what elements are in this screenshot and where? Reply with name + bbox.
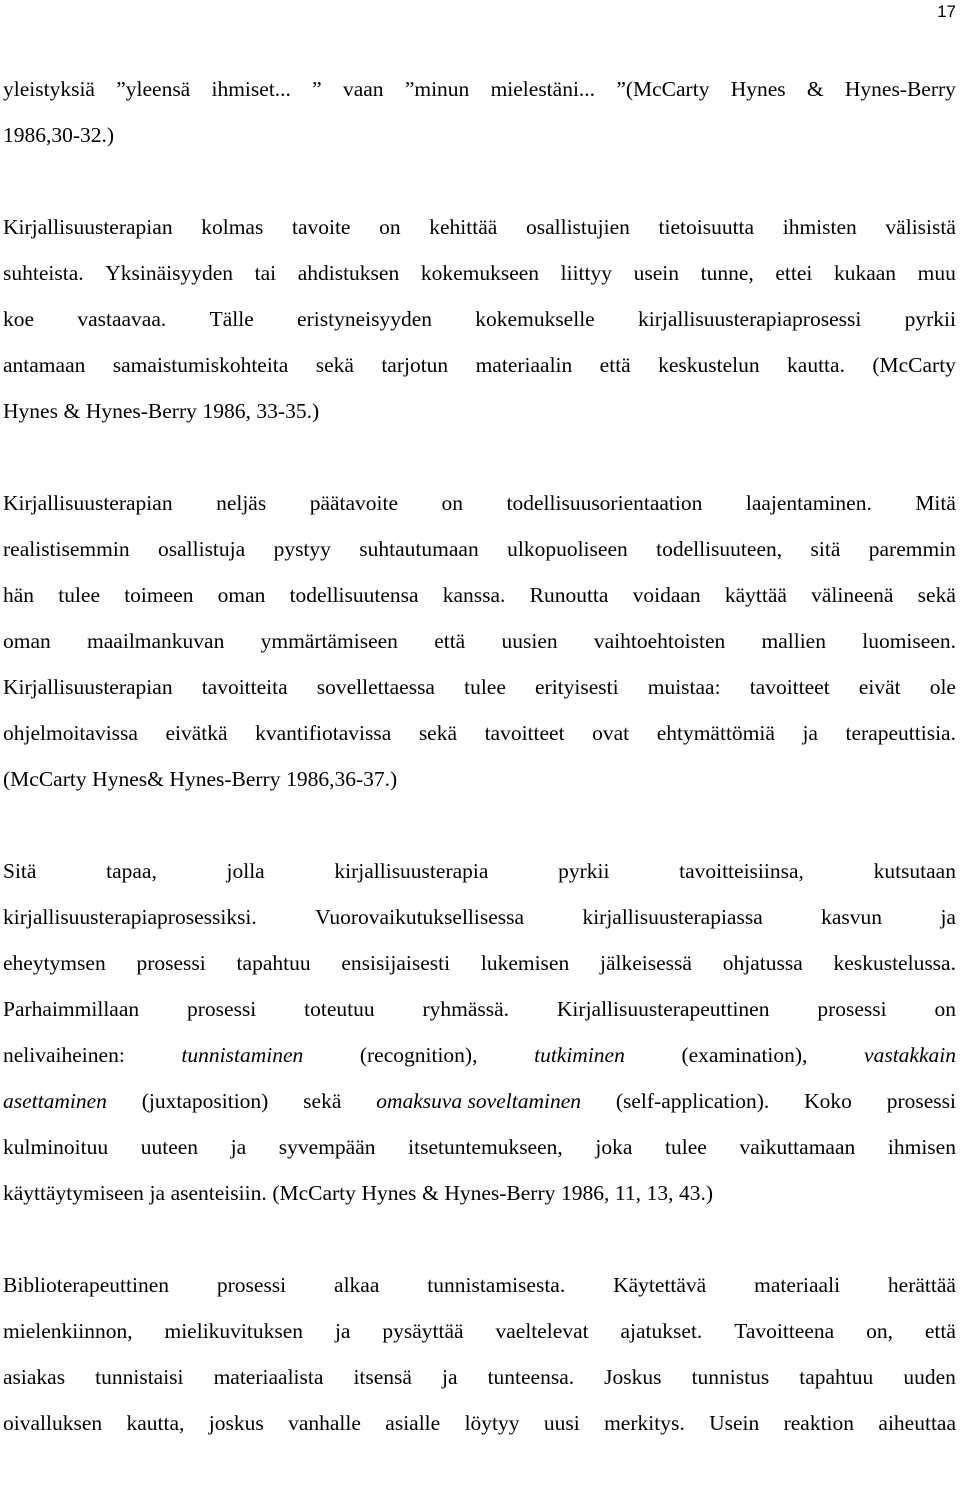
word: on, — [866, 1319, 893, 1343]
word: ja — [442, 1365, 458, 1389]
word: Kirjallisuusterapeuttinen — [556, 997, 770, 1021]
word: osallistujien — [525, 215, 630, 239]
word: Vuorovaikutuksellisessa — [315, 905, 525, 929]
word: joka — [595, 1135, 633, 1159]
word: vaan — [342, 77, 384, 101]
word: 13, — [646, 1181, 674, 1205]
text-line — [3, 526, 956, 572]
word: prosessi — [136, 951, 206, 975]
word: eivät — [858, 675, 901, 699]
word: uusi — [543, 1411, 580, 1435]
word: Hynes — [361, 1181, 417, 1205]
word: pyrkii — [904, 307, 956, 331]
word: prosessi — [187, 997, 257, 1021]
word: syvempään — [278, 1135, 376, 1159]
word: eheytymsen — [3, 951, 106, 975]
word: Biblioterapeuttinen — [3, 1273, 169, 1297]
word: Käytettävä — [613, 1273, 707, 1297]
word: Tälle — [209, 307, 254, 331]
word: tarjotun — [381, 353, 449, 377]
word: Yksinäisyyden — [105, 261, 234, 285]
word: voidaan — [632, 583, 701, 607]
word: merkitys. — [604, 1411, 685, 1435]
word: kolmas — [201, 215, 264, 239]
word: että — [924, 1319, 956, 1343]
word: Koko — [804, 1089, 852, 1113]
paragraph — [3, 66, 956, 158]
word: ” — [312, 77, 322, 101]
word: materiaalin — [475, 353, 573, 377]
word: on — [441, 491, 464, 515]
word: 43.) — [679, 1181, 714, 1205]
word: sitä — [810, 537, 841, 561]
word: ohjelmoitavissa — [3, 721, 138, 745]
word: usein — [633, 261, 679, 285]
word: ovat — [592, 721, 630, 745]
text-line — [3, 1170, 956, 1216]
word: maailmankuvan — [87, 629, 225, 653]
word: liittyy — [560, 261, 613, 285]
word: herättää — [887, 1273, 956, 1297]
text-line — [3, 1262, 956, 1308]
word: kautta, — [126, 1411, 185, 1435]
word: päätavoite — [309, 491, 399, 515]
text-line — [3, 1032, 956, 1078]
word: oman — [3, 629, 51, 653]
word: tapahtuu — [236, 951, 311, 975]
word: mielenkiinnon, — [3, 1319, 133, 1343]
word: ahdistuksen — [297, 261, 400, 285]
word: samaistumiskohteita — [112, 353, 289, 377]
word: asettaminen — [3, 1089, 107, 1113]
text-line — [3, 296, 956, 342]
word: joskus — [208, 1411, 264, 1435]
paragraph — [3, 204, 956, 434]
word: itsensä — [353, 1365, 412, 1389]
text-line — [3, 664, 956, 710]
word: sekä — [418, 721, 458, 745]
word: aiheuttaa — [878, 1411, 956, 1435]
word: suhtautumaan — [359, 537, 479, 561]
word: ihmiset... — [211, 77, 291, 101]
word: (recognition), — [359, 1043, 478, 1067]
word: (McCarty — [872, 353, 956, 377]
word: itsetuntemukseen, — [408, 1135, 563, 1159]
word: (self-application). — [615, 1089, 770, 1113]
word: Usein — [709, 1411, 760, 1435]
word: uuteen — [140, 1135, 199, 1159]
text-line — [3, 1400, 956, 1446]
word: neljäs — [216, 491, 267, 515]
paragraph — [3, 1262, 956, 1446]
word: Hynes — [3, 399, 58, 423]
word: kokemukseen — [420, 261, 540, 285]
word: & — [422, 1181, 439, 1205]
word: ja — [230, 1135, 247, 1159]
word: kokemukselle — [475, 307, 595, 331]
word: (examination), — [681, 1043, 808, 1067]
word: on — [934, 997, 956, 1021]
word: mallien — [761, 629, 826, 653]
word: laajentaminen. — [745, 491, 872, 515]
word: oman — [217, 583, 266, 607]
word: jolla — [226, 859, 265, 883]
word: että — [599, 353, 631, 377]
word: kirjallisuusterapia — [334, 859, 489, 883]
word: Hynes& — [92, 767, 164, 791]
text-line — [3, 618, 956, 664]
word: Kirjallisuusterapian — [3, 215, 173, 239]
word: asiakas — [3, 1365, 66, 1389]
text-line — [3, 986, 956, 1032]
word: sekä — [315, 353, 354, 377]
word: Parhaimmillaan — [3, 997, 140, 1021]
word: Mitä — [915, 491, 956, 515]
text-line — [3, 572, 956, 618]
word: ymmärtämiseen — [260, 629, 398, 653]
word: 1986, — [560, 1181, 610, 1205]
word: ja — [149, 1181, 166, 1205]
word: uuden — [903, 1365, 956, 1389]
word: kirjallisuusterapiaprosessiksi. — [3, 905, 257, 929]
document-body — [3, 66, 956, 1492]
text-line — [3, 848, 956, 894]
word: pystyy — [273, 537, 331, 561]
word: erityisesti — [535, 675, 619, 699]
word: todellisuuteen, — [656, 537, 783, 561]
word: prosessi — [817, 997, 887, 1021]
word: kvantifiotavissa — [255, 721, 392, 745]
word: ihmisten — [782, 215, 857, 239]
word: sekä — [917, 583, 956, 607]
word: ja — [940, 905, 956, 929]
word: välisistä — [885, 215, 956, 239]
word: että — [434, 629, 466, 653]
word: yleistyksiä — [3, 77, 95, 101]
text-line — [3, 112, 956, 158]
word: luomiseen. — [862, 629, 956, 653]
word: kehittää — [429, 215, 498, 239]
word: osallistuja — [157, 537, 246, 561]
text-line — [3, 480, 956, 526]
word: realistisemmin — [3, 537, 130, 561]
word: & — [806, 77, 824, 101]
word: tavoitteet — [484, 721, 565, 745]
word: ”yleensä — [116, 77, 191, 101]
word: todellisuusorientaation — [506, 491, 703, 515]
word: välineenä — [811, 583, 894, 607]
word: ”(McCarty — [616, 77, 710, 101]
word: ryhmässä. — [422, 997, 510, 1021]
text-line — [3, 388, 956, 434]
word: kutsutaan — [873, 859, 956, 883]
word: eivätkä — [165, 721, 228, 745]
word: toteutuu — [304, 997, 375, 1021]
word: kirjallisuusterapiassa — [582, 905, 763, 929]
word: tai — [254, 261, 277, 285]
paragraph — [3, 848, 956, 1216]
word: 1986,36-37.) — [286, 767, 398, 791]
word: käyttäytymiseen — [3, 1181, 144, 1205]
text-line — [3, 1354, 956, 1400]
word: Hynes-Berry — [85, 399, 197, 423]
word: oivalluksen — [3, 1411, 103, 1435]
word: (McCarty — [272, 1181, 356, 1205]
word: tapaa, — [106, 859, 157, 883]
word: uusien — [501, 629, 558, 653]
word: & — [63, 399, 81, 423]
word: tunteensa. — [487, 1365, 575, 1389]
word: tunnistamisesta. — [427, 1273, 566, 1297]
word: tulee — [464, 675, 506, 699]
text-line — [3, 1078, 956, 1124]
word: kukaan — [833, 261, 897, 285]
word: Joskus — [604, 1365, 662, 1389]
word: (McCarty — [3, 767, 87, 791]
text-line — [3, 250, 956, 296]
word: asenteisiin. — [170, 1181, 267, 1205]
text-line — [3, 342, 956, 388]
word: mielikuvituksen — [164, 1319, 304, 1343]
word: 1986,30-32.) — [3, 123, 115, 147]
word: Hynes — [730, 77, 786, 101]
word: ajatukset. — [620, 1319, 703, 1343]
word: antamaan — [3, 353, 86, 377]
word: kirjallisuusterapiaprosessi — [638, 307, 862, 331]
word: paremmin — [868, 537, 956, 561]
word: Tavoitteena — [734, 1319, 835, 1343]
word: tunnistaisi — [95, 1365, 184, 1389]
word: omaksuva soveltaminen — [376, 1089, 581, 1113]
word: Sitä — [3, 859, 37, 883]
word: ja — [334, 1319, 351, 1343]
word: pysäyttää — [382, 1319, 464, 1343]
text-line — [3, 204, 956, 250]
word: ohjatussa — [722, 951, 803, 975]
text-line — [3, 1308, 956, 1354]
word: vastaavaa. — [77, 307, 167, 331]
word: keskustelun — [658, 353, 760, 377]
word: sekä — [303, 1089, 342, 1113]
word: tunnistaminen — [181, 1043, 304, 1067]
word: vaihtoehtoisten — [593, 629, 726, 653]
word: suhteista. — [3, 261, 84, 285]
word: sovellettaessa — [316, 675, 435, 699]
word: koe — [3, 307, 35, 331]
word: tutkiminen — [534, 1043, 625, 1067]
word: kasvun — [821, 905, 883, 929]
word: 11, — [614, 1181, 641, 1205]
word: Hynes-Berry — [169, 767, 281, 791]
word: Kirjallisuusterapian — [3, 675, 173, 699]
word: käyttää — [724, 583, 787, 607]
word: ettei — [775, 261, 813, 285]
word: (juxtaposition) — [141, 1089, 269, 1113]
word: Kirjallisuusterapian — [3, 491, 173, 515]
word: hän — [3, 583, 35, 607]
word: 33-35.) — [256, 399, 320, 423]
word: eristyneisyyden — [297, 307, 432, 331]
word: lukemisen — [480, 951, 570, 975]
word: keskustelussa. — [833, 951, 956, 975]
word: vanhalle — [288, 1411, 361, 1435]
word: tietoisuutta — [658, 215, 755, 239]
word: prosessi — [886, 1089, 956, 1113]
word: materiaalista — [213, 1365, 324, 1389]
word: tapahtuu — [799, 1365, 874, 1389]
word: ”minun — [404, 77, 470, 101]
word: tavoitteisiinsa, — [679, 859, 804, 883]
word: todellisuutensa — [289, 583, 419, 607]
text-line — [3, 894, 956, 940]
word: reaktion — [783, 1411, 855, 1435]
page-number: 17 — [937, 2, 956, 21]
word: vaeltelevat — [495, 1319, 589, 1343]
text-line — [3, 756, 956, 802]
paragraph — [3, 480, 956, 802]
word: ensisijaisesti — [341, 951, 451, 975]
text-line — [3, 710, 956, 756]
word: Runoutta — [529, 583, 609, 607]
word: terapeuttisia. — [845, 721, 956, 745]
word: löytyy — [464, 1411, 520, 1435]
word: tunnistus — [691, 1365, 770, 1389]
word: ole — [929, 675, 956, 699]
word: nelivaiheinen: — [3, 1043, 125, 1067]
word: ja — [802, 721, 818, 745]
word: ehtymättömiä — [656, 721, 775, 745]
word: kanssa. — [442, 583, 506, 607]
word: tavoitteita — [201, 675, 288, 699]
word: 1986, — [202, 399, 251, 423]
word: Hynes-Berry — [444, 1181, 556, 1205]
word: toimeen — [124, 583, 194, 607]
text-line — [3, 940, 956, 986]
word: kautta. — [787, 353, 845, 377]
word: tulee — [665, 1135, 707, 1159]
word: tavoitteet — [749, 675, 830, 699]
word: prosessi — [216, 1273, 287, 1297]
word: materiaali — [754, 1273, 841, 1297]
text-line — [3, 66, 956, 112]
word: kulminoituu — [3, 1135, 109, 1159]
word: mielestäni... — [490, 77, 596, 101]
word: alkaa — [334, 1273, 380, 1297]
word: ihmisen — [887, 1135, 956, 1159]
word: on — [379, 215, 401, 239]
word: tunne, — [700, 261, 754, 285]
word: muistaa: — [647, 675, 721, 699]
word: pyrkii — [558, 859, 610, 883]
word: Hynes-Berry — [844, 77, 956, 101]
word: vastakkain — [864, 1043, 956, 1067]
word: jälkeisessä — [600, 951, 692, 975]
word: ulkopuoliseen — [507, 537, 628, 561]
word: vaikuttamaan — [739, 1135, 856, 1159]
word: tavoite — [291, 215, 351, 239]
text-line — [3, 1124, 956, 1170]
word: tulee — [58, 583, 101, 607]
word: asialle — [385, 1411, 441, 1435]
word: muu — [917, 261, 956, 285]
